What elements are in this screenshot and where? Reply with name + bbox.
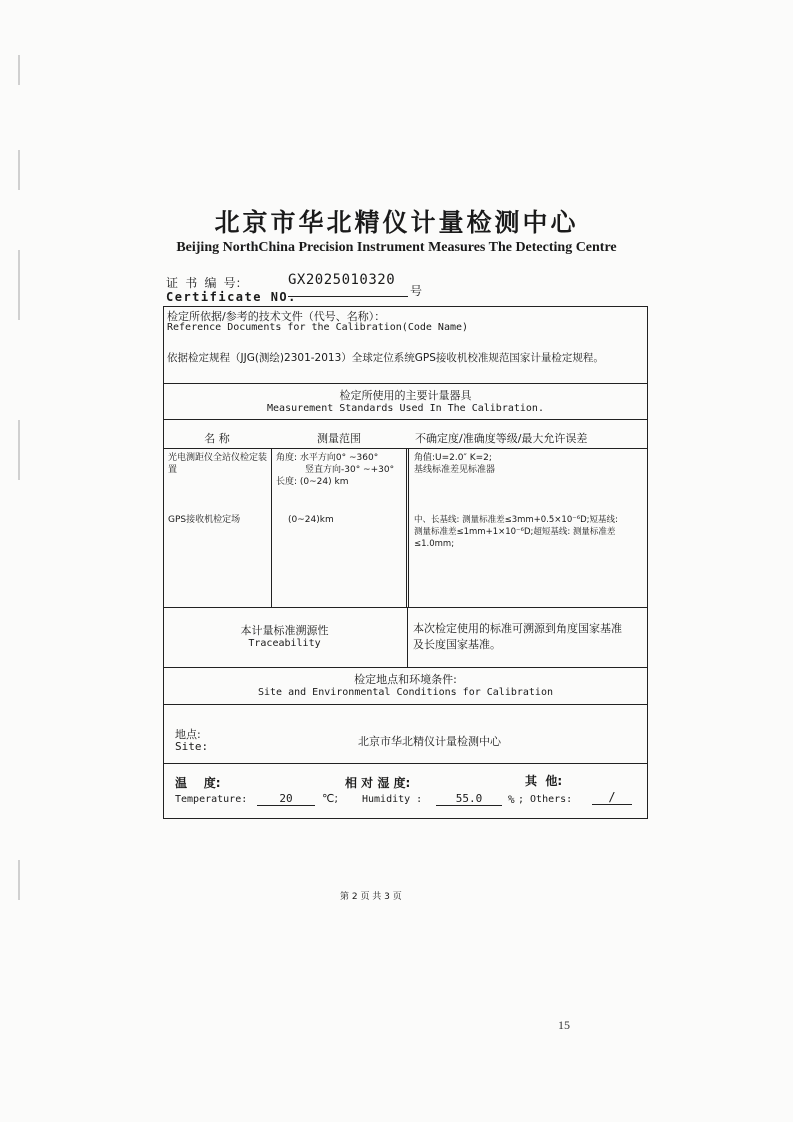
- traceability-text: 本次检定使用的标准可溯源到角度国家基准: [413, 622, 622, 635]
- traceability-label-en: Traceability: [248, 638, 321, 649]
- standard-uncertainty-line: 测量标准差≤1mm+1×10⁻⁶D;超短基线: 测量标准差: [414, 527, 616, 537]
- site-label-cn: 地点:: [175, 728, 201, 741]
- column-divider: [406, 448, 407, 607]
- reference-text: 依据检定规程（JJG(测绘)2301-2013）全球定位系统GPS接收机校准规范国家计量检定规程。: [167, 352, 604, 364]
- standard-uncertainty-line: 中、长基线: 测量标准差≤3mm+0.5×10⁻⁶D;短基线:: [414, 515, 618, 525]
- certificate-label-cn: 证 书 编 号：: [166, 276, 248, 290]
- divider: [163, 704, 648, 705]
- standard-uncertainty-line: 基线标准差见标准器: [414, 465, 496, 475]
- other-label-en: ; Others:: [518, 794, 573, 805]
- traceability-text: 及长度国家基准。: [413, 638, 501, 651]
- divider: [163, 667, 648, 668]
- standards-title-cn: 检定所使用的主要计量器具: [339, 389, 472, 402]
- column-divider: [271, 448, 272, 607]
- divider: [163, 383, 648, 384]
- standard-name: 光电测距仪全站仪检定装置: [168, 453, 268, 475]
- divider: [163, 607, 648, 608]
- column-header-range: 测量范围: [317, 432, 361, 445]
- site-label-en: Site:: [175, 740, 209, 753]
- certificate-underline: [288, 296, 408, 297]
- humidity-unit: %: [508, 793, 515, 806]
- reference-label-cn: 检定所依据/参考的技术文件（代号、名称）：: [167, 310, 386, 323]
- standard-name: GPS接收机检定场: [168, 515, 241, 525]
- site-value: 北京市华北精仪计量检测中心: [358, 735, 501, 748]
- other-label-cn: 其 他:: [525, 774, 563, 788]
- temperature-value: 20: [257, 792, 315, 806]
- scan-edge-mark: [18, 860, 20, 900]
- site-conditions-title-cn: 检定地点和环境条件:: [354, 673, 457, 686]
- standard-range-line: 长度: (0~24) km: [276, 477, 349, 487]
- column-header-name: 名 称: [204, 432, 230, 445]
- column-header-uncertainty: 不确定度/准确度等级/最大允许误差: [415, 432, 588, 445]
- standard-uncertainty-line: ≤1.0mm;: [414, 539, 455, 549]
- temperature-label-en: Temperature:: [175, 794, 248, 805]
- org-title-cn: 北京市华北精仪计量检测中心: [214, 208, 579, 237]
- reference-label-en: Reference Documents for the Calibration(Code Name): [167, 322, 469, 333]
- certificate-number: GX2025010320: [288, 272, 396, 288]
- other-value: /: [592, 790, 632, 805]
- scan-edge-mark: [18, 55, 20, 85]
- org-title-en: Beijing NorthChina Precision Instrument Measures The Detecting Centre: [176, 240, 617, 255]
- standard-range-line: 角度: 水平方向0° ~360°: [276, 453, 379, 463]
- humidity-label-en: Humidity :: [362, 794, 423, 805]
- standards-title-en: Measurement Standards Used In The Calibration.: [267, 403, 544, 414]
- column-divider: [407, 607, 408, 667]
- humidity-label-cn: 相 对 湿 度:: [345, 776, 411, 790]
- divider: [163, 763, 648, 764]
- page-number: 15: [558, 1018, 570, 1032]
- certificate-label-en: Certificate NO.: [166, 290, 297, 304]
- column-divider: [408, 448, 409, 607]
- scan-edge-mark: [18, 250, 20, 320]
- humidity-value: 55.0: [436, 792, 502, 806]
- traceability-label-cn: 本计量标准溯源性: [240, 624, 329, 637]
- page-indicator: 第 2 页 共 3 页: [340, 892, 402, 902]
- temperature-label-cn: 温 度:: [175, 776, 221, 790]
- standard-range-line: 竖直方向-30° ~+30°: [305, 465, 395, 475]
- divider: [163, 419, 648, 420]
- scan-edge-mark: [18, 420, 20, 480]
- temperature-unit: ℃;: [322, 792, 339, 805]
- certificate-suffix: 号: [410, 284, 423, 298]
- standard-range-line: (0~24)km: [288, 515, 334, 525]
- site-conditions-title-en: Site and Environmental Conditions for Calibration: [257, 687, 553, 698]
- standard-uncertainty-line: 角值:U=2.0″ K=2;: [414, 453, 492, 463]
- scan-edge-mark: [18, 150, 20, 190]
